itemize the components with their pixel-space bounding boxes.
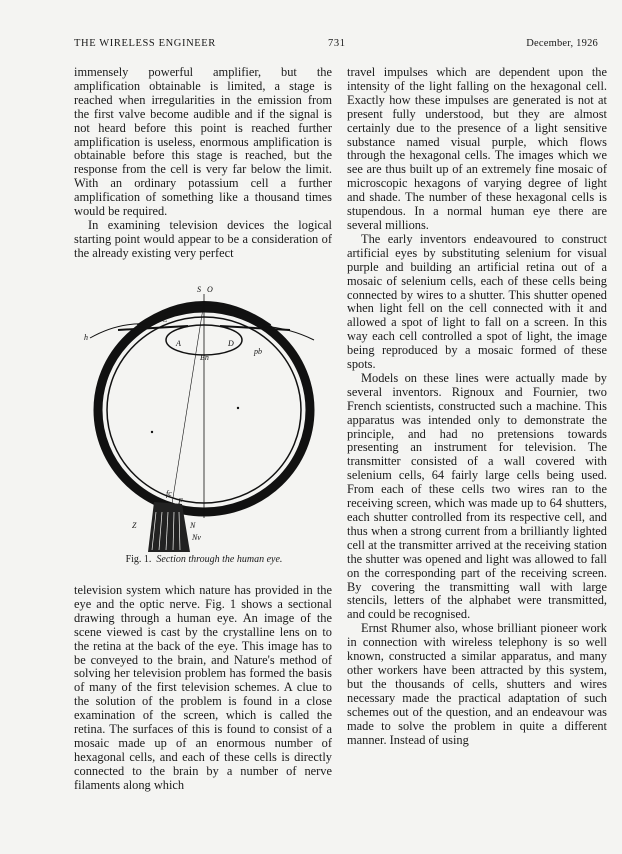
label-a: A (176, 339, 181, 348)
running-header (74, 38, 598, 54)
left-column-top (74, 66, 332, 261)
eye-section-figure (78, 282, 330, 582)
paragraph: The early inventors endeavoured to construct artificial eyes by substituting selenium for visual purple and building an artificial retina out of a mosaic of selenium cells, each of these cells being connected by wires to a shutter. This shutter opened when light fell on the cell connected with it and allowed a spot of light to fall on a screen. In this way each cell controlled a spot of light, the image being reproduced by a mosaic formed of these spots. (347, 231, 607, 372)
paragraph: In examining television devices the logical starting point would appear to be a consideration of the already existing very perfect (74, 217, 332, 260)
label-o: O (207, 285, 213, 294)
label-s: S (197, 285, 201, 294)
label-n: N (190, 521, 196, 530)
paragraph: Models on these lines were actually made by several inventors. Rignoux and Fournier, two French scientists, constructed such a machine. This apparatus was intended only to demonstrate the principle, and had no pretensions towards presenting an instrument for television. The transmitter consisted of a wall covered with selenium cells, 64 fairly large cells being used. From each of these cells two wires ran to the receiving screen, which was made up to 64 shutters, each shutter controlled from its respective cell, and thus when a strong current from a brilliantly lighted cell at the transmitter arrived at the receiving station the shutter was opened and light was allowed to fall on the corresponding part of the receiving screen. By covering the transmitting wall with large stencils, letters of the alphabet were transmitted, and could be recognised. (347, 370, 607, 622)
visual-axis (172, 302, 204, 504)
dot (151, 431, 153, 433)
label-z: Z (132, 521, 137, 530)
right-column (347, 66, 607, 747)
paragraph: travel impulses which are dependent upon the intensity of the light falling on the hexagonal cell. Exactly how these impulses are generated is not at present fully understood, but they are almost certainly due to the presence of a light sensitive substance named visual purple, which flows through the hexagonal cells. The images which we see are thus built up of an extremely fine mosaic of microscopic hexagons of varying degree of light and shade. The number of these hexagonal cells is stupendous. In a normal human eye there are several millions. (347, 65, 607, 232)
label-fc: fc (166, 489, 172, 498)
paragraph: television system which nature has provided in the eye and the optic nerve. Fig. 1 shows a sectional drawing through a human eye. An image of the scene viewed is cast by the crystalline lens on to the retina at the back of the eye. This image has to be conveyed to the brain, and Nature's method of solving her television problem has formed the basis of many of the first television schemes. A clue to the solution of the problem is found in a close examination of the screen, which is called the retina. The surfaces of this is found to consist of a mosaic made up of an enormous number of hexagonal cells, and each of these cells is directly connected to the brain by a number of nerve filaments along which (74, 583, 332, 792)
eye-diagram (78, 282, 330, 552)
page-number: 731 (328, 38, 346, 49)
label-en: En (200, 353, 209, 362)
label-nv: Nv (192, 533, 201, 542)
caption-label: Fig. 1. (125, 554, 152, 565)
paragraph: immensely powerful amplifier, but the amplification obtainable is limited, a stage is reached when irregularities in the emission from the first valve become audible and if the signal is not heard before this point is reached further amplification is useless, enormous amplification is obtainable before this stage is reached, but the response from the cell is very far below the limit. With an ordinary potassium cell a further amplification of something like a thousand times would be required. (74, 65, 332, 219)
left-column-bottom (74, 584, 332, 793)
dot (237, 407, 239, 409)
label-pb: pb (254, 347, 262, 356)
label-c: C (162, 315, 168, 324)
journal-title: THE WIRELESS ENGINEER (74, 38, 216, 49)
figure-caption (78, 554, 330, 565)
label-f: F (178, 497, 183, 506)
label-d: D (228, 339, 234, 348)
caption-text: Section through the human eye. (156, 554, 283, 565)
issue-date: December, 1926 (526, 38, 598, 49)
label-h: h (84, 333, 88, 342)
paragraph: Ernst Rhumer also, whose brilliant pioneer work in connection with wireless telephony is so well known, constructed a similar apparatus, and many other workers have been attracted by this system, but the thousands of cells, shutters and wires necessary made the practical adaptation of such schemes out of the question, and an endeavour was made to solve the problem in quite a different manner. Instead of using (347, 621, 607, 747)
